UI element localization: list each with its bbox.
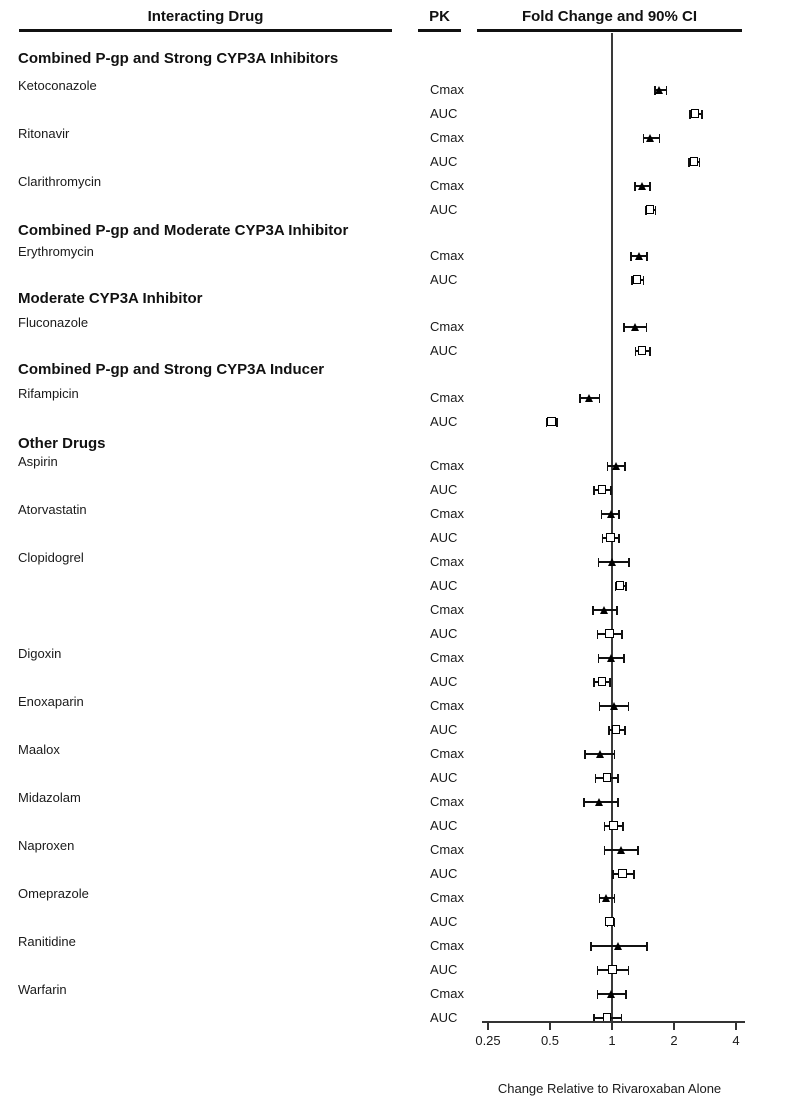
ci-cap-low <box>597 630 599 639</box>
drug-label: Atorvastatin <box>18 502 87 517</box>
cmax-marker-icon <box>596 750 604 758</box>
ci-cap-low <box>597 990 599 999</box>
ci-cap-high <box>609 678 611 687</box>
x-axis-tick-label: 0.25 <box>475 1033 501 1048</box>
ci-cap-low <box>635 347 637 356</box>
pk-label: Cmax <box>430 319 464 334</box>
pk-label: Cmax <box>430 458 464 473</box>
pk-label: AUC <box>430 1010 458 1025</box>
cmax-marker-icon <box>585 394 593 402</box>
pk-label: AUC <box>430 482 458 497</box>
x-axis-tick-label: 1 <box>608 1033 616 1048</box>
ci-cap-high <box>614 918 616 927</box>
pk-label: Cmax <box>430 698 464 713</box>
x-axis-tick-label: 0.5 <box>540 1033 560 1048</box>
ci-cap-low <box>643 134 645 143</box>
pk-label: Cmax <box>430 650 464 665</box>
pk-label: AUC <box>430 626 458 641</box>
pk-label: AUC <box>430 202 458 217</box>
ci-cap-high <box>649 347 651 356</box>
pk-label: Cmax <box>430 506 464 521</box>
pk-label: Cmax <box>430 390 464 405</box>
pk-label: AUC <box>430 414 458 429</box>
ci-cap-low <box>579 394 581 403</box>
auc-marker-icon <box>608 965 617 974</box>
ci-cap-low <box>593 678 595 687</box>
drug-label: Ranitidine <box>18 934 76 949</box>
section-header: Moderate CYP3A Inhibitor <box>18 290 203 307</box>
auc-marker-icon <box>691 109 700 118</box>
drug-label: Clopidogrel <box>18 550 84 565</box>
ci-cap-low <box>634 182 636 191</box>
cmax-marker-icon <box>607 510 615 518</box>
pk-label: AUC <box>430 154 458 169</box>
auc-marker-icon <box>609 821 618 830</box>
cmax-marker-icon <box>638 182 646 190</box>
pk-label: Cmax <box>430 794 464 809</box>
cmax-marker-icon <box>655 86 663 94</box>
drug-label: Rifampicin <box>18 386 79 401</box>
ci-cap-low <box>595 774 597 783</box>
ci-cap-low <box>592 606 594 615</box>
ci-cap-high <box>628 702 630 711</box>
x-axis-caption: Change Relative to Rivaroxaban Alone <box>497 1081 722 1096</box>
auc-marker-icon <box>646 205 655 214</box>
x-axis-tick <box>549 1022 551 1030</box>
ci-cap-low <box>598 558 600 567</box>
ci-cap-low <box>607 462 609 471</box>
section-header: Combined P-gp and Moderate CYP3A Inhibitor <box>18 222 349 239</box>
ci-cap-high <box>624 462 626 471</box>
column-header-interacting-drug: Interacting Drug <box>147 8 264 25</box>
ci-cap-high <box>646 323 648 332</box>
ci-cap-high <box>623 654 625 663</box>
ci-cap-high <box>646 252 648 261</box>
cmax-marker-icon <box>608 558 616 566</box>
pk-label: Cmax <box>430 842 464 857</box>
ci-cap-high <box>643 276 645 285</box>
cmax-marker-icon <box>612 462 620 470</box>
auc-marker-icon <box>633 275 642 284</box>
auc-marker-icon <box>605 629 614 638</box>
ci-cap-low <box>584 750 586 759</box>
x-axis-tick <box>611 1022 613 1030</box>
pk-label: Cmax <box>430 890 464 905</box>
auc-marker-icon <box>638 346 647 355</box>
drug-label: Warfarin <box>18 982 67 997</box>
section-header: Combined P-gp and Strong CYP3A Inhibitors <box>18 50 339 67</box>
ci-cap-high <box>699 158 701 167</box>
pk-label: AUC <box>430 818 458 833</box>
pk-label: Cmax <box>430 178 464 193</box>
ci-cap-high <box>625 990 627 999</box>
pk-label: AUC <box>430 866 458 881</box>
ci-cap-high <box>617 774 619 783</box>
auc-marker-icon <box>606 533 615 542</box>
ci-cap-low <box>630 252 632 261</box>
ci-cap-high <box>628 966 630 975</box>
ci-cap-high <box>622 822 624 831</box>
ci-cap-low <box>593 486 595 495</box>
ci-cap-high <box>621 630 623 639</box>
drug-label: Enoxaparin <box>18 694 84 709</box>
ci-cap-low <box>583 798 585 807</box>
drug-label: Aspirin <box>18 454 58 469</box>
ci-cap-high <box>614 750 616 759</box>
ci-cap-high <box>701 110 703 119</box>
ci-cap-high <box>625 582 627 591</box>
pk-label: Cmax <box>430 746 464 761</box>
ci-cap-high <box>599 394 601 403</box>
auc-marker-icon <box>598 485 607 494</box>
pk-label: AUC <box>430 272 458 287</box>
pk-label: AUC <box>430 530 458 545</box>
pk-label: AUC <box>430 674 458 689</box>
ci-cap-high <box>618 510 620 519</box>
cmax-marker-icon <box>614 942 622 950</box>
ci-cap-low <box>612 870 614 879</box>
pk-label: AUC <box>430 106 458 121</box>
pk-label: Cmax <box>430 938 464 953</box>
column-header-fold-change: Fold Change and 90% CI <box>521 8 698 25</box>
section-header: Other Drugs <box>18 435 106 452</box>
drug-label: Maalox <box>18 742 60 757</box>
drug-label: Digoxin <box>18 646 62 661</box>
auc-marker-icon <box>603 773 612 782</box>
auc-marker-icon <box>616 581 625 590</box>
pk-label: AUC <box>430 914 458 929</box>
pk-label: Cmax <box>430 82 464 97</box>
auc-marker-icon <box>547 417 556 426</box>
auc-marker-icon <box>605 917 614 926</box>
pk-label: AUC <box>430 770 458 785</box>
pk-label: Cmax <box>430 248 464 263</box>
drug-label: Erythromycin <box>18 244 94 259</box>
cmax-marker-icon <box>635 252 643 260</box>
x-axis-tick <box>487 1022 489 1030</box>
pk-label: Cmax <box>430 130 464 145</box>
ci-cap-low <box>608 726 610 735</box>
section-header: Combined P-gp and Strong CYP3A Inducer <box>18 361 325 378</box>
cmax-marker-icon <box>617 846 625 854</box>
ci-cap-low <box>602 534 604 543</box>
auc-marker-icon <box>690 157 699 166</box>
ci-cap-high <box>646 942 648 951</box>
cmax-marker-icon <box>607 654 615 662</box>
cmax-marker-icon <box>595 798 603 806</box>
ci-cap-low <box>604 846 606 855</box>
cmax-marker-icon <box>646 134 654 142</box>
cmax-marker-icon <box>607 990 615 998</box>
x-axis-tick <box>735 1022 737 1030</box>
x-axis-tick <box>673 1022 675 1030</box>
ci-cap-high <box>649 182 651 191</box>
ci-cap-low <box>599 894 601 903</box>
drug-label: Clarithromycin <box>18 174 102 189</box>
ci-cap-low <box>604 822 606 831</box>
pk-label: Cmax <box>430 986 464 1001</box>
ci-cap-high <box>624 726 626 735</box>
ci-cap-high <box>610 486 612 495</box>
ci-cap-low <box>599 702 601 711</box>
pk-label: AUC <box>430 578 458 593</box>
pk-label: AUC <box>430 962 458 977</box>
drug-label: Omeprazole <box>18 886 89 901</box>
cmax-marker-icon <box>600 606 608 614</box>
ci-cap-high <box>614 894 616 903</box>
pk-label: Cmax <box>430 602 464 617</box>
ci-cap-high <box>617 798 619 807</box>
cmax-marker-icon <box>631 323 639 331</box>
ci-cap-high <box>616 606 618 615</box>
x-axis-tick-label: 2 <box>670 1033 678 1048</box>
ci-cap-high <box>618 534 620 543</box>
drug-label: Naproxen <box>18 838 75 853</box>
auc-marker-icon <box>598 677 607 686</box>
ci-cap-high <box>655 206 657 215</box>
cmax-marker-icon <box>602 894 610 902</box>
ci-cap-low <box>601 510 603 519</box>
ci-cap-high <box>637 846 639 855</box>
ci-cap-low <box>590 942 592 951</box>
x-axis-tick-label: 4 <box>732 1033 740 1048</box>
ci-cap-low <box>597 966 599 975</box>
ci-cap-high <box>633 870 635 879</box>
drug-label: Midazolam <box>18 790 81 805</box>
column-header-pk: PK <box>429 8 450 25</box>
ci-cap-high <box>666 86 668 95</box>
ci-cap-low <box>598 654 600 663</box>
auc-marker-icon <box>618 869 627 878</box>
pk-label: AUC <box>430 722 458 737</box>
ci-cap-low <box>623 323 625 332</box>
drug-label: Ketoconazole <box>18 78 97 93</box>
pk-label: AUC <box>430 343 458 358</box>
ci-cap-high <box>628 558 630 567</box>
x-axis-line <box>482 1021 745 1023</box>
pk-label: Cmax <box>430 554 464 569</box>
ci-cap-high <box>659 134 661 143</box>
cmax-marker-icon <box>610 702 618 710</box>
auc-marker-icon <box>612 725 621 734</box>
ci-cap-high <box>556 418 558 427</box>
drug-label: Ritonavir <box>18 126 70 141</box>
drug-label: Fluconazole <box>18 315 89 330</box>
